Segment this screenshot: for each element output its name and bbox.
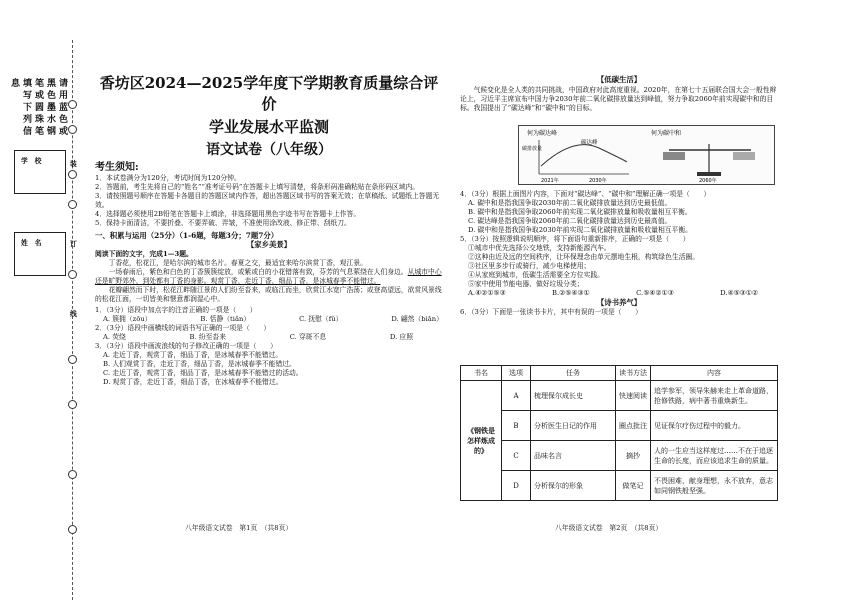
binding-hole bbox=[68, 400, 77, 409]
peak-curve bbox=[541, 145, 627, 166]
option-cell: C bbox=[502, 441, 531, 471]
scale-base bbox=[697, 172, 721, 176]
table-row bbox=[461, 471, 778, 501]
school-field[interactable] bbox=[14, 150, 66, 194]
notice-item: 1．本试卷满分为120分，考试时间为120分钟。 bbox=[95, 173, 241, 182]
passage-paragraph: 气候变化是全人类的共同挑战，中国政府对此高度重视。2020年，在第七十五届联合国大会一般性辩论上，习近平主席宣布中国力争2030年前二氧化碳排放量达到峰值，努力争取2060年前实现碳中和的目标。我国提出了“碳达峰”和“碳中和”的目标。 bbox=[460, 85, 777, 112]
reading-card-table bbox=[460, 365, 778, 501]
notice-heading: 考生须知: bbox=[95, 162, 139, 173]
table-row bbox=[461, 411, 778, 441]
binding-hole bbox=[68, 470, 77, 479]
option-d[interactable]: D. 观赏丁香，走近丁香，细品丁香，在冰城春季不能错过。 bbox=[103, 377, 283, 386]
name-field[interactable] bbox=[14, 232, 66, 276]
option-a[interactable]: A. 走近丁香，观赏丁香，细品丁香，是冰城春季不能错过。 bbox=[103, 350, 283, 359]
option-a[interactable]: A. 碳中和是指我国争取2030年前二氧化碳排放量达到历史最低值。 bbox=[468, 199, 672, 207]
passage-paragraph bbox=[95, 268, 443, 286]
option-a[interactable]: A.④②①⑤③ bbox=[468, 289, 506, 297]
option-d[interactable]: D.④⑤③①② bbox=[720, 289, 758, 297]
method-cell: 摘抄 bbox=[616, 441, 651, 471]
task-cell: 分析医生日记的作用 bbox=[531, 411, 616, 441]
option-c[interactable]: C. 碳达峰是指我国争取2060年前二氧化碳排放量达到历史最高值。 bbox=[468, 217, 672, 225]
sentence-item: ⑤家中使用节能电器、做好垃圾分类； bbox=[468, 280, 584, 288]
question-1: 1．（3分）语段中加点字的注音正确的一项是（ ） bbox=[95, 305, 257, 314]
option-b[interactable]: B. 碳中和是指我国争取2060年前实现二氧化碳排放量和吸收量相互平衡。 bbox=[468, 208, 692, 216]
content-cell: 追学参军，领导朱赫来走上革命道路，抢修铁路，病中著书重焕新生。 bbox=[651, 381, 778, 411]
right-page bbox=[460, 75, 778, 113]
bind-mark-xian: 线 bbox=[70, 310, 77, 318]
method-cell: 圈点批注 bbox=[616, 411, 651, 441]
book-title-cell: 《钢铁是怎样炼成的》 bbox=[461, 381, 502, 501]
page-footer-left: 八年级语文试卷 第1页 （共8页） bbox=[185, 524, 293, 532]
name-label: 姓 名 bbox=[21, 239, 42, 247]
exam-title-line2: 学业发展水平监测 bbox=[208, 118, 329, 136]
sentence-item: ④从家庭到城市，低碳生活需要全方位实践。 bbox=[468, 271, 604, 279]
bind-mark-ding: 订 bbox=[70, 240, 77, 248]
x-label-2021: 2021年 bbox=[541, 178, 559, 184]
sentence-item: ②这种由近及远的空间秩序，让环保理念由单元摆地生根，构筑绿色生活圈。 bbox=[468, 253, 700, 261]
content-cell: 见证保尔疗伤过程中的毅力。 bbox=[651, 411, 778, 441]
binding-notice: 请用蓝色或黑色墨水钢笔或圆珠笔填写下列信息 bbox=[9, 78, 67, 138]
content-cell: 不畏困难，献身理想，永不放弃，意志如同钢铁般坚强。 bbox=[651, 471, 778, 501]
option-b[interactable]: B. 纷至沓来 bbox=[189, 332, 227, 341]
option-c[interactable]: C. 穿斑不息 bbox=[289, 332, 327, 341]
table-row bbox=[461, 381, 778, 411]
table-header-cell: 书名 bbox=[461, 366, 502, 381]
school-label: 学 校 bbox=[21, 157, 42, 165]
option-c[interactable]: C.⑤④②①③ bbox=[636, 289, 674, 297]
task-cell: 梳理保尔成长史 bbox=[531, 381, 616, 411]
option-d[interactable]: D. 碳中和是指我国争取2030年前实现二氧化碳排放量和吸收量相互平衡。 bbox=[468, 226, 692, 234]
exam-title-line3: 语文试卷（八年级） bbox=[206, 142, 332, 158]
tree-icon bbox=[733, 152, 755, 160]
reading-intro: 阅读下面的文字，完成1—3题。 bbox=[95, 249, 193, 258]
table-row bbox=[461, 441, 778, 471]
option-d[interactable]: D. 应照 bbox=[389, 332, 413, 341]
carbon-illustration-svg bbox=[519, 126, 774, 184]
notice-item: 2．答题前，考生先将自己的“姓名”“准考证号码”在答题卡上填写清楚，将条形码准确粘贴在条形码区域内。 bbox=[95, 182, 420, 191]
option-c[interactable]: C. 抚慰（fǔ） bbox=[299, 314, 343, 323]
task-cell: 品味名言 bbox=[531, 441, 616, 471]
left-page bbox=[95, 72, 443, 387]
carbon-illustration bbox=[518, 125, 775, 185]
passage-paragraph: 花瓣翩然而下时，松花江畔随江景的人们纷至沓来，或临江而坐，欣赏江水宽广浩荡；或登高望远，欲赏风景线的松花江面，一切皆美和惬意都润湿心中。 bbox=[95, 285, 442, 303]
sentence-item: ①城市中优先选择公交地铁，支持新能源汽车。 bbox=[468, 244, 611, 252]
page-footer-right: 八年级语文试卷 第2页 （共8页） bbox=[555, 524, 663, 532]
question-5: 5．（3分）按照逻辑说明顺序，将下面语句重新排序，正确的一项是（ ） bbox=[460, 235, 690, 243]
notice-item: 3．请按照题号顺序在答题卡各题目的答题区域内作答，超出答题区域书写的答案无效；在草稿纸、试题纸上答题无效。 bbox=[95, 191, 440, 209]
content-cell: 人的一生应当这样度过……不在于追逐生命的长度，而应该追求生命的质量。 bbox=[651, 441, 778, 471]
question-3: 3．（3分）语段中画波浪线的句子修改正确的一项是（ ） bbox=[95, 341, 277, 350]
left-title-text: 何为碳达峰 bbox=[527, 130, 558, 137]
binding-hole bbox=[68, 525, 77, 534]
notice-item: 5．保持卡面清洁，不要折叠、不要弄破、弄皱，不准使用涂改液、修正带、刮纸刀。 bbox=[95, 218, 351, 227]
exam-title-line1: 香坊区2024—2025学年度下学期教育质量综合评价 bbox=[99, 74, 439, 113]
option-b[interactable]: B. 恬静（tiǎn） bbox=[200, 314, 251, 323]
table-header-cell: 选项 bbox=[502, 366, 531, 381]
section-subheading: 【低碳生活】 bbox=[596, 75, 642, 84]
option-cell: B bbox=[502, 411, 531, 441]
binding-dash-line bbox=[72, 40, 73, 600]
binding-hole bbox=[68, 170, 77, 179]
method-cell: 快速阅读 bbox=[616, 381, 651, 411]
option-cell: D bbox=[502, 471, 531, 501]
binding-hole bbox=[68, 200, 77, 209]
right-title-text: 何为碳中和 bbox=[651, 130, 682, 137]
passage-text-underlined: 从城市中心还是旷野郊外，到处都有丁香的身影。观赏丁香，走近丁香，细品丁香，是冰城春季不能错过。 bbox=[95, 267, 442, 285]
table-header-cell: 读书方法 bbox=[616, 366, 651, 381]
section-subheading: 【诗书养气】 bbox=[596, 298, 642, 307]
binding-hole bbox=[68, 100, 77, 109]
question-6: 6．（3分）下面是一张读书卡片，其中有误的一项是（ ） bbox=[460, 307, 642, 316]
question-4: 4．（3分）根据上面图片内容，下面对“碳达峰”、“碳中和”理解正确一项是（ ） bbox=[460, 190, 711, 198]
question-2: 2．（3分）语段中画横线的词语书写正确的一项是（ ） bbox=[95, 323, 271, 332]
table-header-cell: 任务 bbox=[531, 366, 616, 381]
bind-mark-zhuang: 装 bbox=[70, 160, 77, 168]
sentence-item: ③社区里多步行或骑行，减少电梯使用； bbox=[468, 262, 591, 270]
passage-paragraph: 丁香花，松花江，是哈尔滨的城市名片。春夏之交，最适宜来哈尔滨赏丁香，观江景。 bbox=[108, 258, 367, 267]
passage-text: 一场春雨后，紫色和白色的丁香簇簇绽放，或紫或白的小花错落有致，芬芳的气息萦绕在人们身边。 bbox=[108, 267, 408, 276]
peak-label: 碳达峰 bbox=[581, 140, 598, 146]
x-label-2030: 2030年 bbox=[589, 178, 607, 184]
option-b[interactable]: B.②⑤④③① bbox=[552, 289, 590, 297]
option-b[interactable]: B. 人们观赏丁香，走近丁香，细品丁香，是冰城春季不能错过。 bbox=[103, 359, 296, 368]
option-a[interactable]: A. 荧绕 bbox=[103, 332, 126, 341]
table-header-cell: 内容 bbox=[651, 366, 778, 381]
option-d[interactable]: D. 翩然（biān） bbox=[391, 314, 443, 323]
binding-hole bbox=[68, 270, 77, 279]
section-subheading: 【家乡美景】 bbox=[246, 240, 292, 250]
section-heading: 一、积累与运用（25分）（1-6题，每题3分；7题7分） bbox=[95, 230, 279, 240]
binding-hole bbox=[68, 355, 77, 364]
table-header-row bbox=[461, 366, 778, 381]
task-cell: 分析保尔的形象 bbox=[531, 471, 616, 501]
option-cell: A bbox=[502, 381, 531, 411]
method-cell: 做笔记 bbox=[616, 471, 651, 501]
notice-item: 4．选择题必须使用2B铅笔在答题卡上填涂，非选择题用黑色字迹书写在答题卡上作答。 bbox=[95, 209, 361, 218]
binding-hole bbox=[68, 125, 77, 134]
option-a[interactable]: A. 簇拥（zōu） bbox=[103, 314, 152, 323]
factory-icon bbox=[663, 152, 685, 160]
x-label-2060: 2060年 bbox=[699, 178, 717, 184]
ylabel-text: 碳排放量 bbox=[522, 146, 543, 152]
option-c[interactable]: C. 走近丁香，观赏丁香，细品丁香，是冰城春季不能错过的活动。 bbox=[103, 368, 303, 377]
